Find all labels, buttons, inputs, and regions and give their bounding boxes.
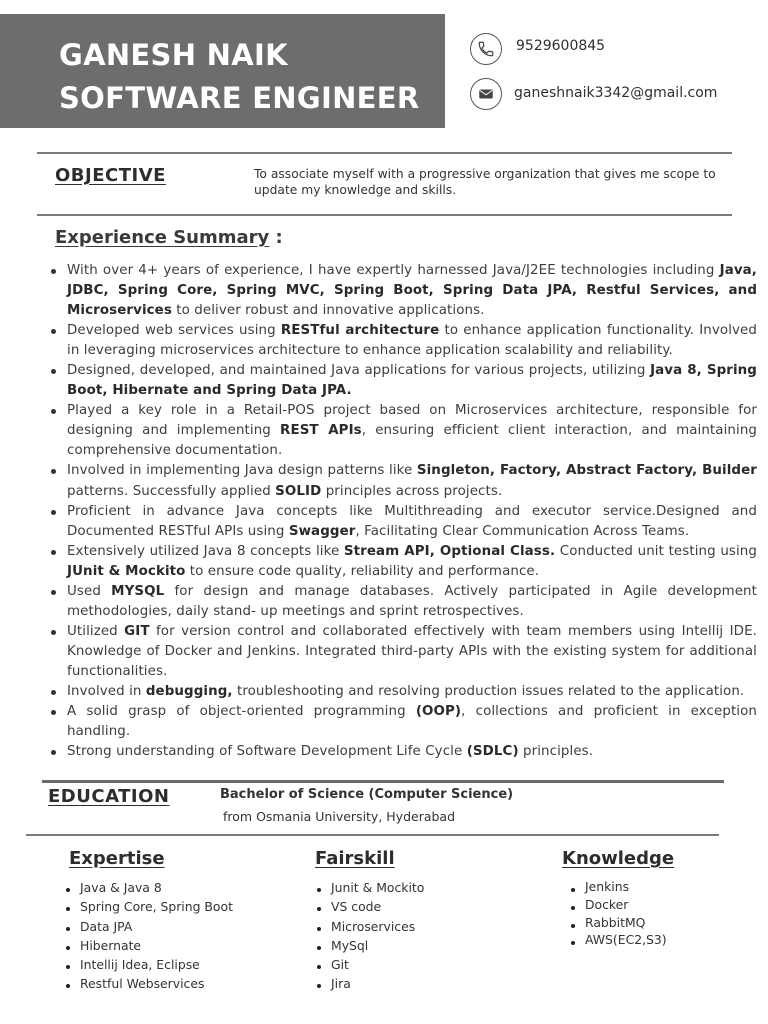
skill-item: Java & Java 8 — [68, 878, 233, 897]
skill-item: Junit & Mockito — [319, 878, 424, 897]
fairskill-section — [315, 848, 424, 994]
skill-item: Hibernate — [68, 936, 233, 955]
degree: Bachelor of Science (Computer Science) — [220, 787, 514, 802]
header-banner — [0, 14, 445, 128]
divider — [37, 214, 732, 216]
experience-item: Designed, developed, and maintained Java applications for various projects, utilizing Java 8, Spring Boot, Hibernate and Spring Data JPA. — [67, 361, 757, 401]
divider — [26, 834, 719, 836]
experience-heading-text: Experience Summary — [55, 227, 270, 248]
experience-item: Developed web services using RESTful architecture to enhance application functionality. Involved in leveraging microservices architecture to enhance application scalability and reliability. — [67, 321, 757, 361]
objective-text: To associate myself with a progressive organization that gives me scope to update my knowledge and skills. — [254, 167, 716, 197]
skill-item: Data JPA — [68, 917, 233, 936]
skill-item: AWS(EC2,S3) — [573, 931, 674, 949]
skill-item: RabbitMQ — [573, 914, 674, 932]
divider — [42, 780, 724, 783]
envelope-icon — [470, 78, 502, 110]
expertise-section — [69, 848, 233, 994]
knowledge-list — [573, 878, 674, 949]
experience-item: Extensively utilized Java 8 concepts like Stream API, Optional Class. Conducted unit testing using JUnit & Mockito to ensure code quality, reliability and performance. — [67, 542, 757, 582]
phone-contact — [470, 33, 605, 65]
experience-item: A solid grasp of object-oriented programming (OOP), collections and proficient in exception handling. — [67, 702, 757, 742]
skill-item: Jira — [319, 974, 424, 993]
university: from Osmania University, Hyderabad — [223, 809, 456, 824]
experience-item: Utilized GIT for version control and collaborated effectively with team members using Intellij IDE. Knowledge of Docker and Jenkins. Integrated third-party APIs with the existing system for additional functionalities. — [67, 622, 757, 682]
experience-item: Used MYSQL for design and manage databases. Actively participated in Agile development methodologies, daily stand- up meetings and sprint retrospectives. — [67, 582, 757, 622]
expertise-list — [68, 878, 233, 994]
experience-item: Strong understanding of Software Development Life Cycle (SDLC) principles. — [67, 742, 757, 762]
skill-item: Jenkins — [573, 878, 674, 896]
phone-number[interactable]: 9529600845 — [516, 38, 606, 54]
skill-item: VS code — [319, 897, 424, 916]
knowledge-section — [562, 848, 674, 949]
skill-item: Spring Core, Spring Boot — [68, 897, 233, 916]
divider — [37, 152, 732, 154]
expertise-heading: Expertise — [69, 848, 165, 869]
skill-item: Git — [319, 955, 424, 974]
candidate-name: GANESH NAIK — [59, 38, 288, 72]
experience-item: Proficient in advance Java concepts like Multithreading and executor service.Designed and Documented RESTful APIs using Swagger, Facilitating Clear Communication Across Teams. — [67, 502, 757, 542]
experience-item: Involved in implementing Java design patterns like Singleton, Factory, Abstract Factory, Builder patterns. Successfully applied SOLID principles across projects. — [67, 461, 757, 501]
education-heading: EDUCATION — [48, 786, 170, 807]
skill-item: MySql — [319, 936, 424, 955]
objective-heading: OBJECTIVE — [55, 165, 166, 186]
job-title: SOFTWARE ENGINEER — [59, 81, 420, 115]
email-contact — [470, 78, 717, 110]
knowledge-heading: Knowledge — [562, 848, 675, 869]
skill-item: Restful Webservices — [68, 974, 233, 993]
skill-item: Intellij Idea, Eclipse — [68, 955, 233, 974]
phone-icon — [470, 33, 502, 65]
experience-item: With over 4+ years of experience, I have expertly harnessed Java/J2EE technologies including Java, JDBC, Spring Core, Spring MVC, Spring Boot, Spring Data JPA, Restful Services, and Microservices to deliver robust and innovative applications. — [67, 261, 757, 321]
experience-item: Involved in debugging, troubleshooting and resolving production issues related to the application. — [67, 682, 757, 702]
skill-item: Docker — [573, 896, 674, 914]
experience-heading-colon: : — [269, 227, 283, 248]
skill-item: Microservices — [319, 917, 424, 936]
experience-item: Played a key role in a Retail-POS project based on Microservices architecture, responsible for designing and implementing REST APIs, ensuring efficient client interaction, and maintaining comprehensive documentation. — [67, 401, 757, 461]
fairskill-list — [319, 878, 424, 994]
experience-list — [67, 261, 757, 762]
email-address[interactable]: ganeshnaik3342@gmail.com — [514, 85, 718, 101]
experience-heading — [55, 227, 283, 248]
fairskill-heading: Fairskill — [315, 848, 395, 869]
